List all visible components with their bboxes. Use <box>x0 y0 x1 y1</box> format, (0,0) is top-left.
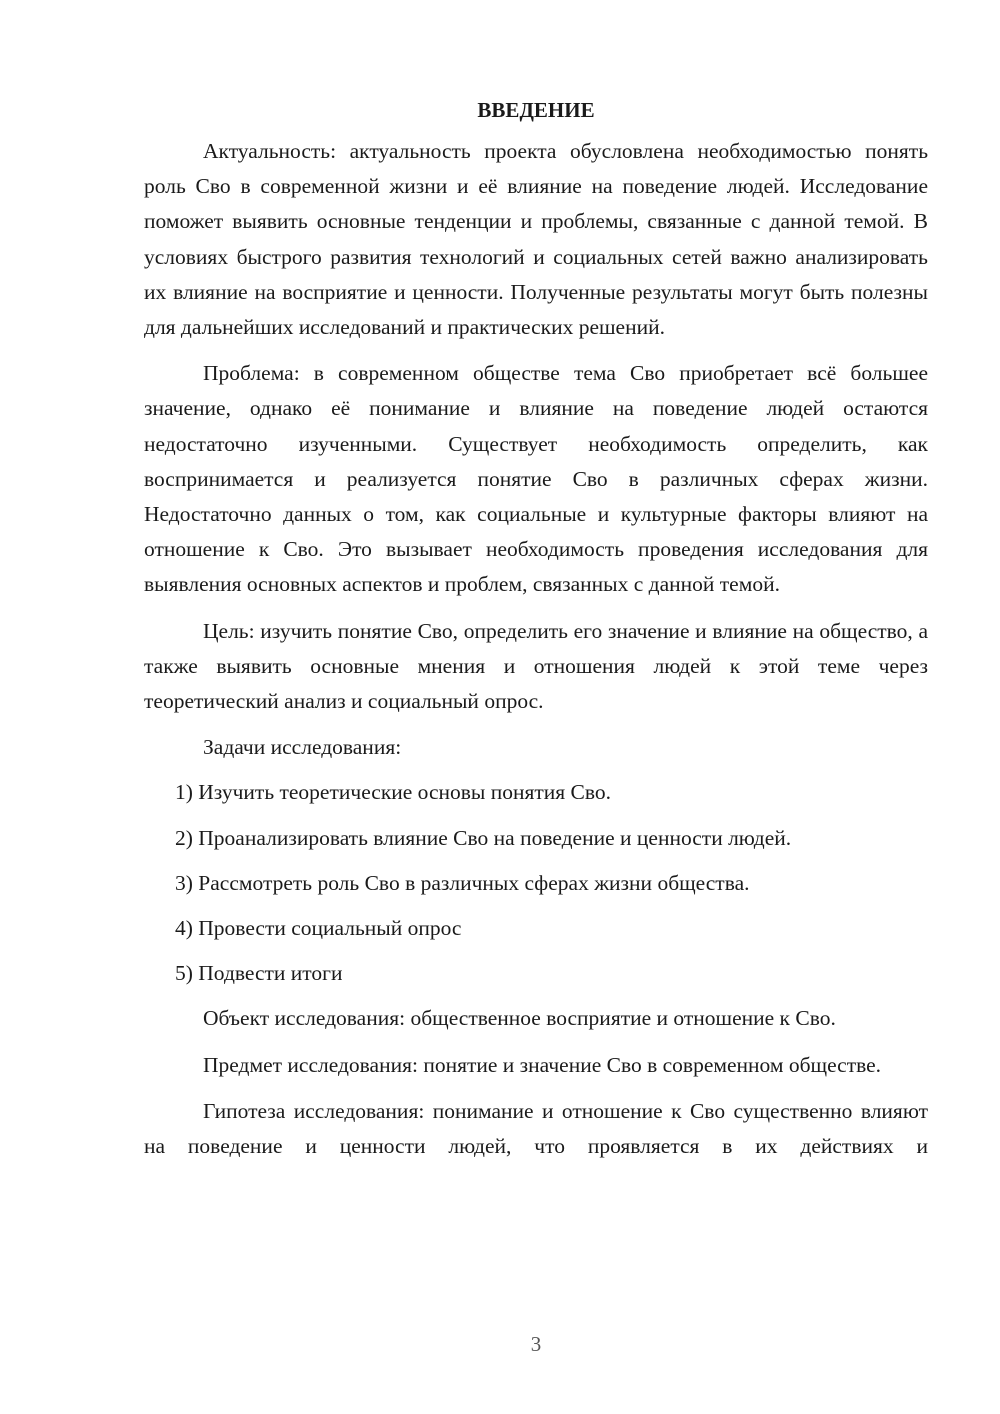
subject-paragraph: Предмет исследования: понятие и значение Сво в современном обществе. <box>203 1052 882 1077</box>
tasks-list <box>144 775 928 991</box>
object-paragraph: Объект исследования: общественное восприятие и отношение к Сво. <box>203 1006 836 1031</box>
goal-paragraph: Цель: изучить понятие Сво, определить его значение и влияние на общество, а также выявить основные мнения и отношения людей к этой теме через теоретический анализ и социальный опрос. <box>144 618 928 714</box>
problem-paragraph: Проблема: в современном обществе тема Сво приобретает всё большее значение, однако её понимание и влияние на поведение людей остаются недостаточно изученными. Существует необходимость определить, как воспринимается и реализуется понятие Сво в различных сферах жизни. Недостаточно данных о том, как социальные и культурные факторы влияют на отношение к Сво. Это вызывает необходимость проведения исследования для выявления основных аспектов и проблем, связанных с данной темой. <box>144 361 928 597</box>
list-item: 1) Изучить теоретические основы понятия Сво. <box>175 780 612 805</box>
page-body <box>144 92 928 1175</box>
hypothesis-paragraph: Гипотеза исследования: понимание и отношение к Сво существенно влияют на поведение и ценности людей, что проявляется в их действиях и <box>144 1098 928 1159</box>
tasks-heading: Задачи исследования: <box>203 735 402 760</box>
section-title: ВВЕДЕНИЕ <box>477 98 595 122</box>
list-item: 4) Провести социальный опрос <box>175 916 462 941</box>
list-item: 2) Проанализировать влияние Сво на поведение и ценности людей. <box>175 825 792 850</box>
list-item: 5) Подвести итоги <box>175 961 343 986</box>
relevance-paragraph: Актуальность: актуальность проекта обусловлена необходимостью понять роль Сво в современной жизни и её влияние на поведение людей. Исследование поможет выявить основные тенденции и проблемы, связанные с данной темой. В условиях быстрого развития технологий и социальных сетей важно анализировать их влияние на восприятие и ценности. Полученные результаты могут быть полезны для дальнейших исследований и практических решений. <box>144 139 928 340</box>
page-number: 3 <box>530 1332 542 1356</box>
list-item: 3) Рассмотреть роль Сво в различных сферах жизни общества. <box>175 870 750 895</box>
